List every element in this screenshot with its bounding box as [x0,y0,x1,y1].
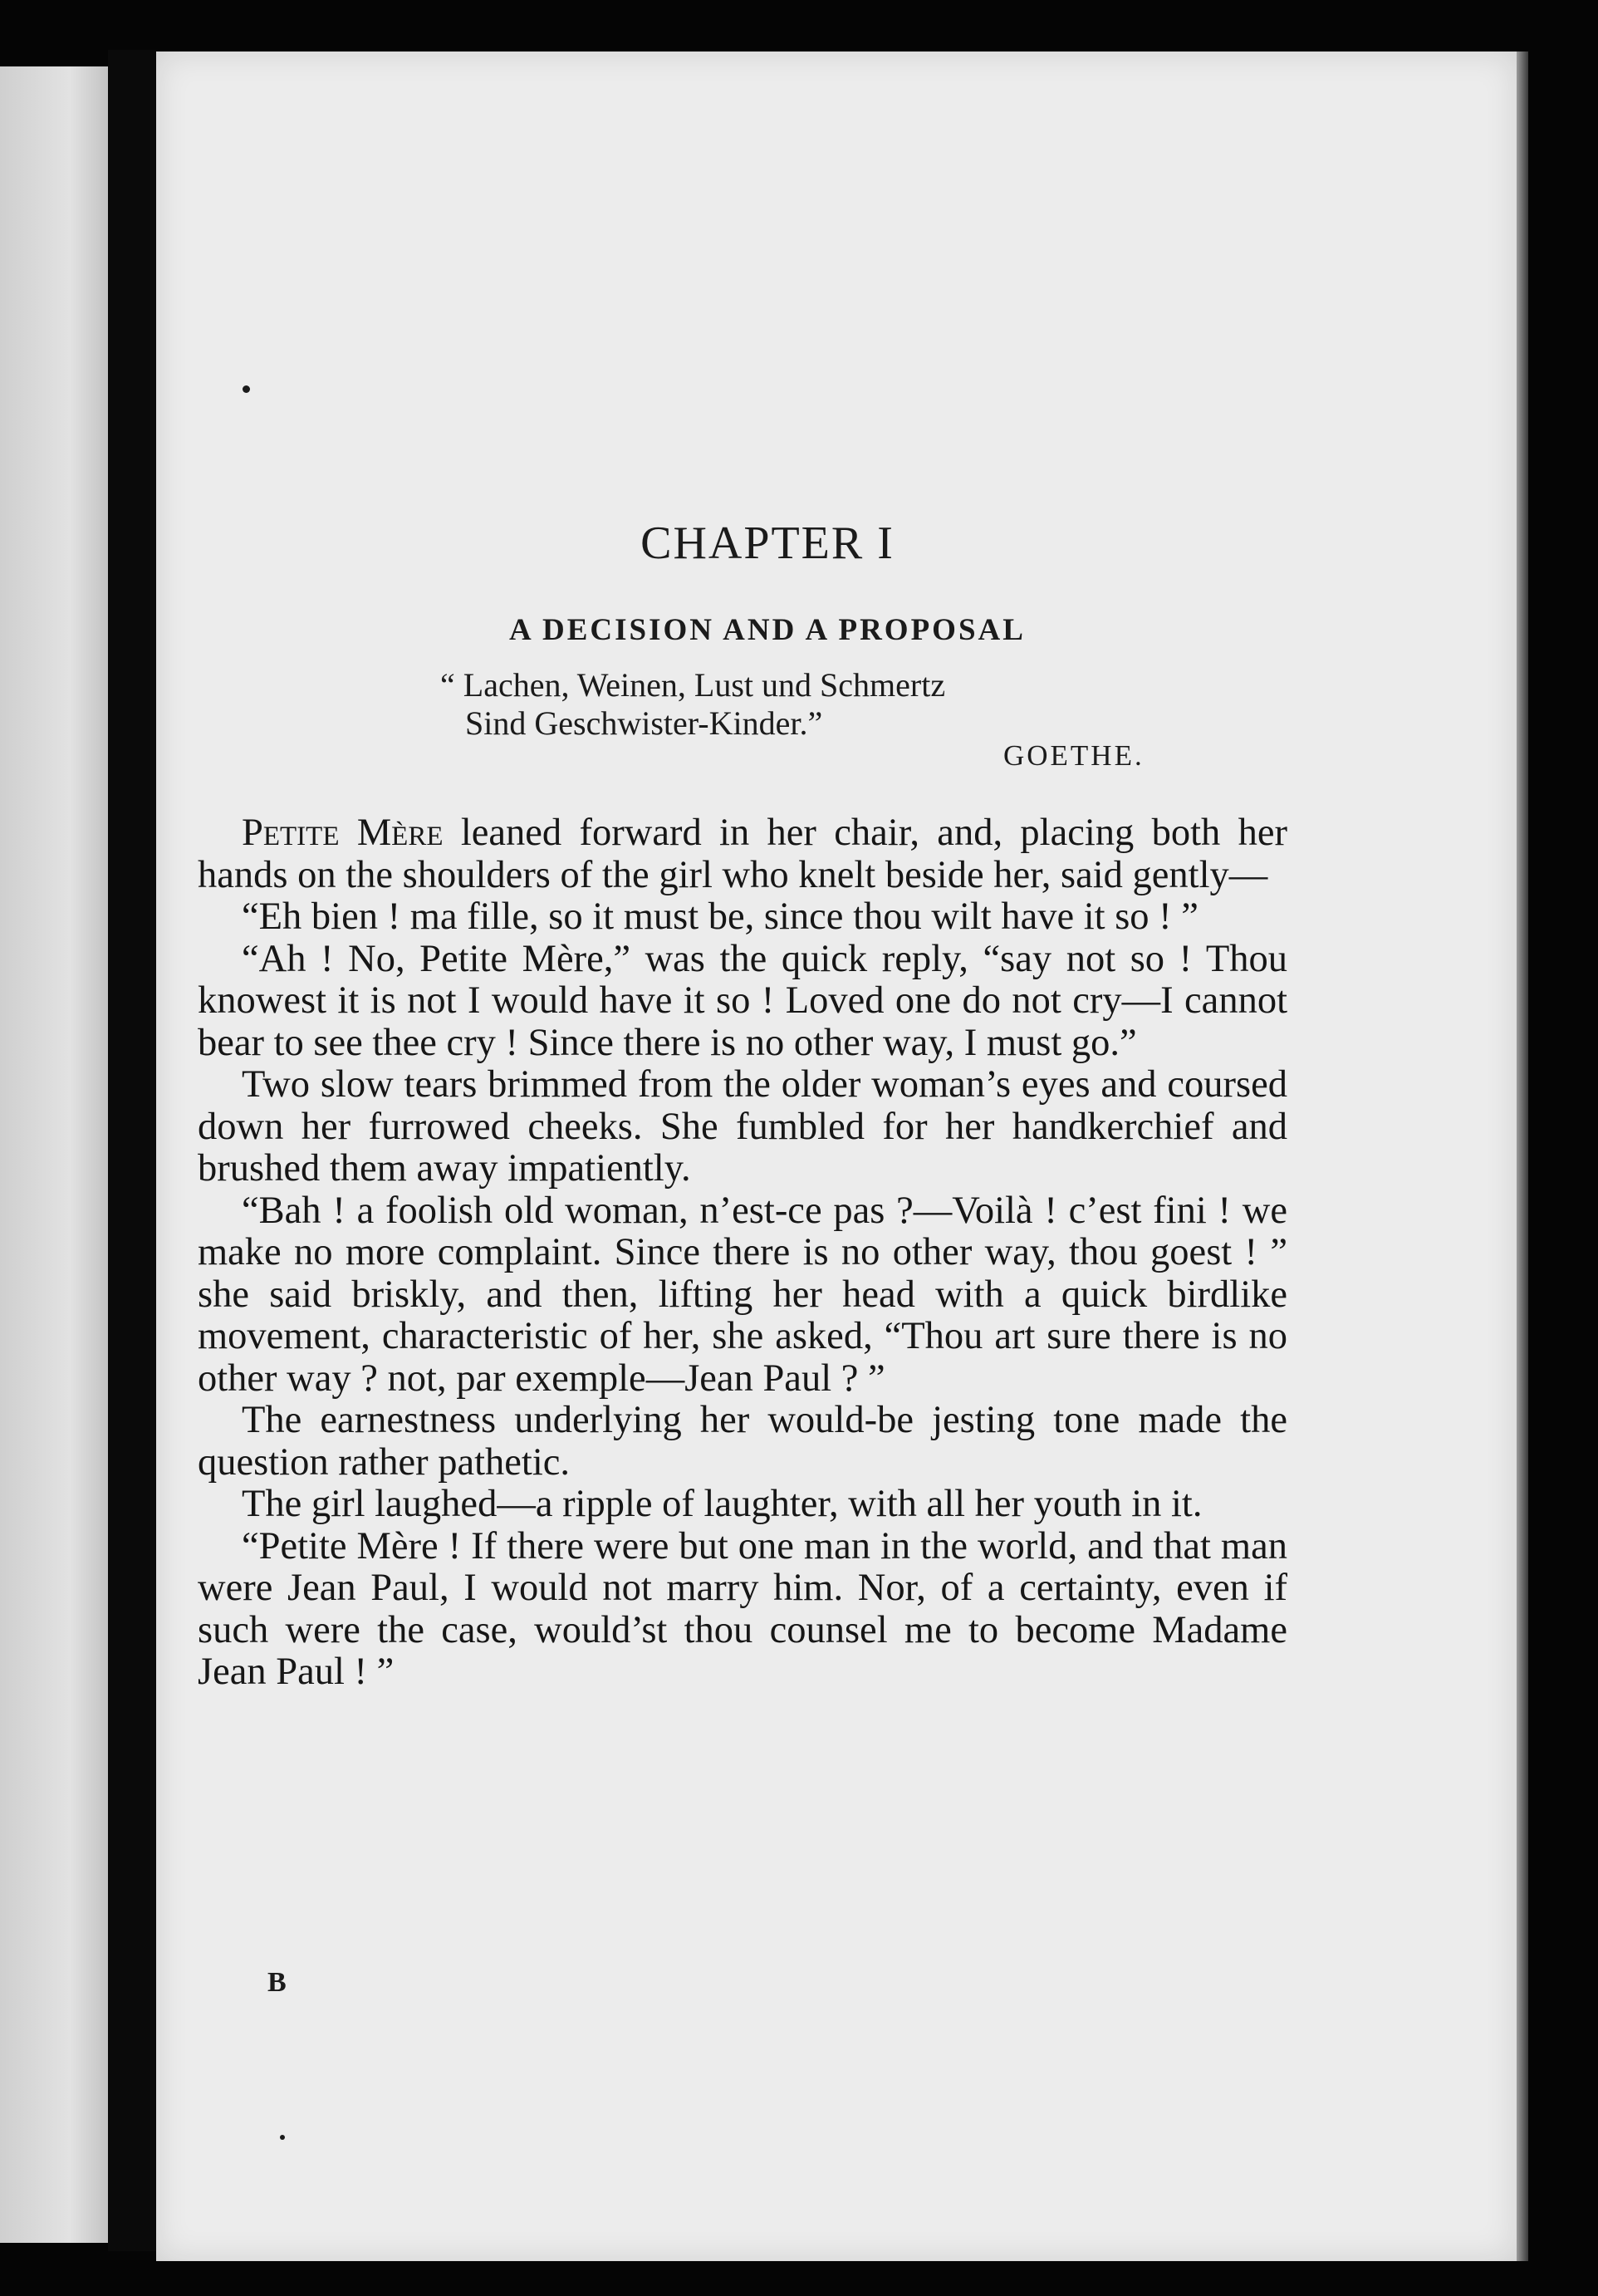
paragraph-text: leaned forward in her chair, and, placing both her hands on the shoulders of the girl who knelt beside her, said gently— [198,812,1288,896]
paragraph [198,1190,1287,1401]
page-edge-shadow [1517,52,1528,2261]
epigraph [440,666,945,743]
paragraph [198,812,1287,896]
signature-mark: B [267,1967,287,1998]
epigraph-line-2: Sind Geschwister-Kinder.” [465,704,823,742]
chapter-title: CHAPTER I [640,518,895,569]
paragraph-text: “Petite Mère ! If there were but one man in the world, and that man were Jean Paul, I would not marry him. Nor, of a certainty, even if such were the case, would’st thou counsel me to become Madame Jean Paul ! ” [198,1524,1287,1693]
paragraph-text: The girl laughed—a ripple of laughter, with all her youth in it. [242,1483,1203,1525]
paragraph-lead: Petite Mère [242,812,444,854]
facing-page-edge [0,66,116,2243]
paragraph [198,1064,1287,1190]
ink-speck [243,385,250,393]
paragraph-text: “Eh bien ! ma fille, so it must be, since thou wilt have it so ! ” [242,895,1198,938]
paragraph [198,896,1287,939]
paragraph [198,1484,1287,1526]
paragraph-text: The earnestness underlying her would-be jesting tone made the question rather pathetic. [198,1399,1287,1484]
paragraph [198,1526,1287,1694]
epigraph-line-1: “ Lachen, Weinen, Lust und Schmertz [440,666,946,704]
chapter-subtitle: A DECISION AND A PROPOSAL [509,613,1026,647]
chapter-body [198,812,1287,1694]
book-gutter [108,50,158,2251]
epigraph-author: GOETHE. [1003,739,1145,772]
paragraph [198,1400,1287,1484]
ink-speck [280,2135,285,2140]
paragraph [198,939,1287,1065]
paragraph-text: “Ah ! No, Petite Mère,” was the quick reply, “say not so ! Thou knowest it is not I would have it so ! Loved one do not cry—I cannot bear to see thee cry ! Since there is no other way, I must go.” [198,937,1287,1064]
paragraph-text: Two slow tears brimmed from the older woman’s eyes and coursed down her furrowed cheeks. She fumbled for her handkerchief and brushed them away impatiently. [198,1063,1287,1190]
paragraph-text: “Bah ! a foolish old woman, n’est-ce pas ?—Voilà ! c’est fini ! we make no more complaint. Since there is no other way, thou goest ! ” she said briskly, and then, lifting her head with a quick birdlike movement, characteristic of her, she asked, “Thou art sure there is no other way ? not, par exemple—Jean Paul ? ” [198,1189,1287,1400]
